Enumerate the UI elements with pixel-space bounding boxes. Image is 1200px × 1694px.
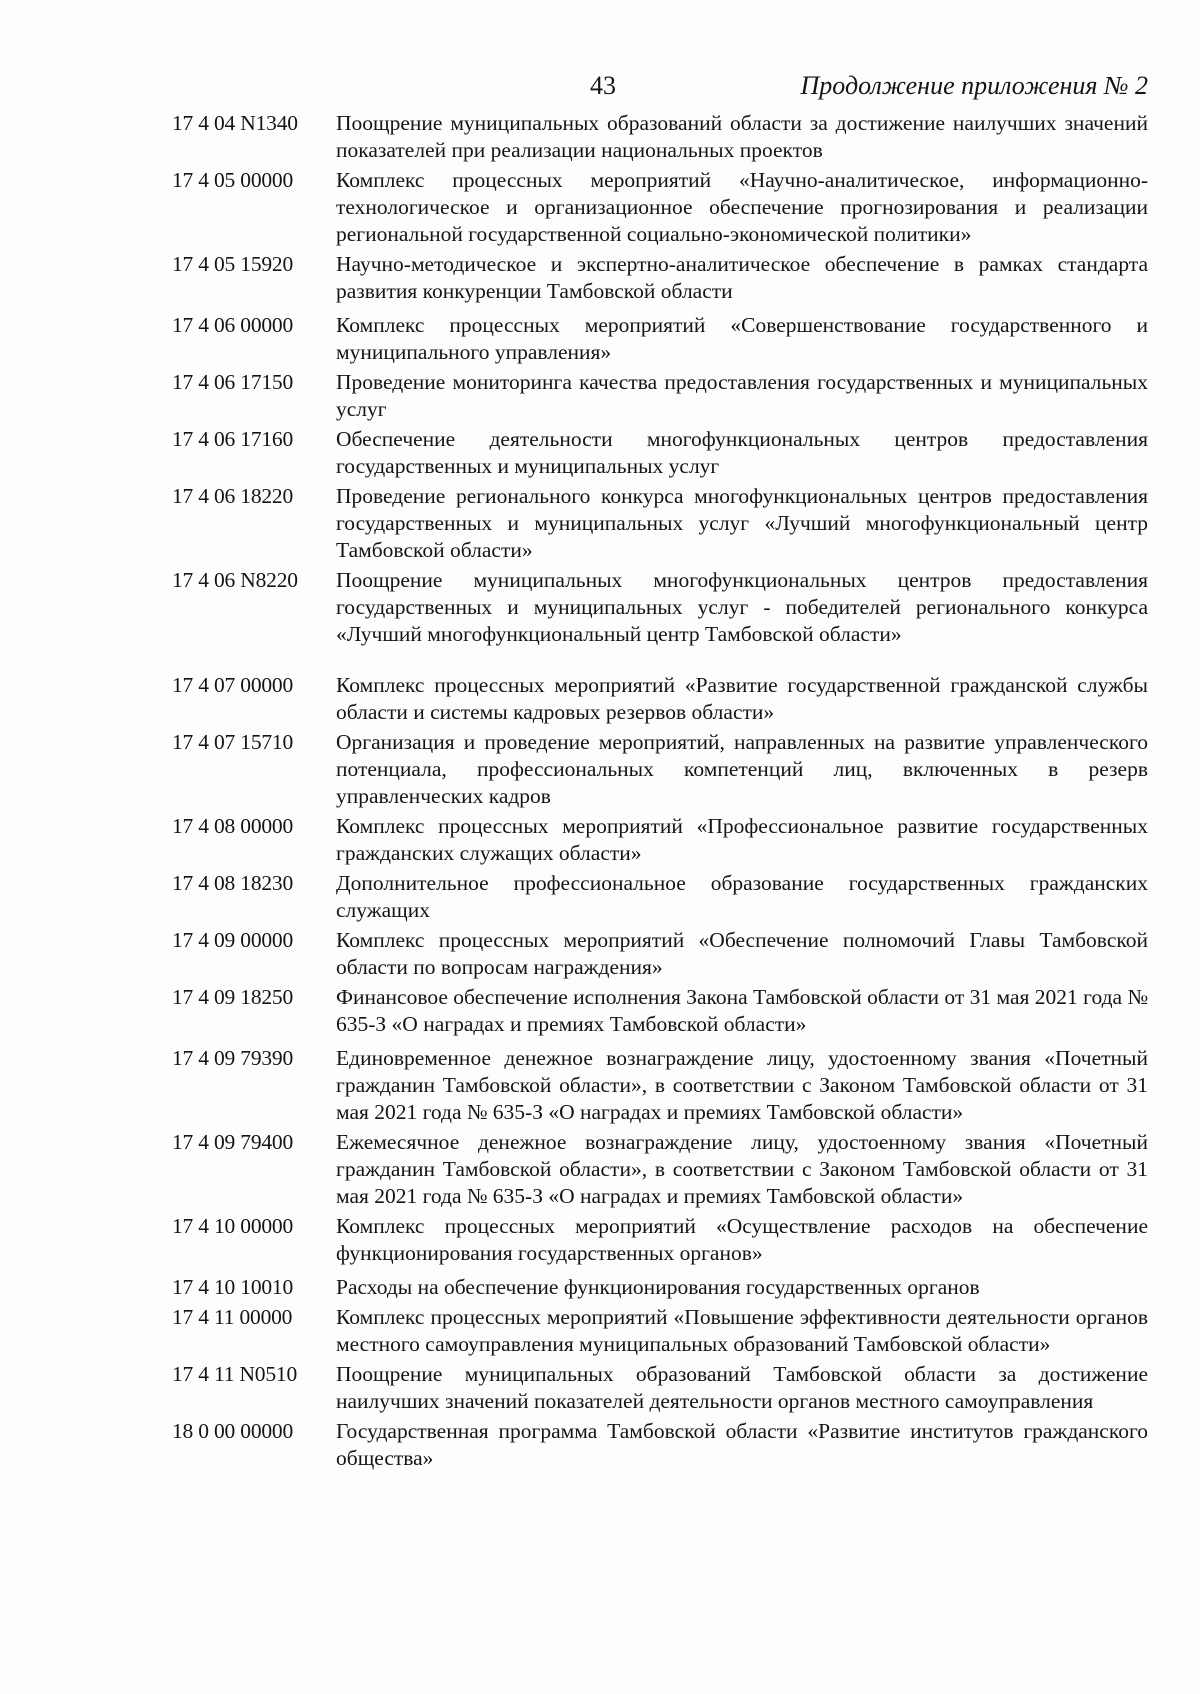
item-description: Проведение мониторинга качества предоставления государственных и муниципальных услуг: [336, 370, 1148, 421]
list-item: [172, 984, 1148, 1038]
list-item: [172, 1361, 1148, 1415]
list-item: [172, 312, 1148, 366]
item-description: Научно-методическое и экспертно-аналитическое обеспечение в рамках стандарта развития конкуренции Тамбовской области: [336, 252, 1148, 303]
item-description: Расходы на обеспечение функционирования государственных органов: [336, 1275, 980, 1299]
list-item: [172, 1129, 1148, 1210]
page-number: 43: [590, 71, 616, 100]
item-description: Поощрение муниципальных образований Тамбовской области за достижение наилучших значений показателей деятельности органов местного самоуправления: [336, 1362, 1148, 1413]
page-header: [0, 68, 1200, 108]
classification-code: 17 4 06 17160: [172, 427, 294, 451]
classification-code: 17 4 08 18230: [172, 871, 294, 895]
classification-code: 17 4 07 00000: [172, 673, 294, 697]
classification-code: 17 4 11 N0510: [172, 1362, 298, 1386]
item-description: Комплекс процессных мероприятий «Осуществление расходов на обеспечение функционирования государственных органов»: [336, 1214, 1148, 1265]
classification-code: 17 4 10 00000: [172, 1214, 294, 1238]
list-item: [172, 813, 1148, 867]
item-description: Комплекс процессных мероприятий «Профессиональное развитие государственных гражданских служащих области»: [336, 814, 1148, 865]
list-item: [172, 927, 1148, 981]
item-description: Дополнительное профессиональное образование государственных гражданских служащих: [336, 871, 1148, 922]
item-description: Поощрение муниципальных образований области за достижение наилучших значений показателей при реализации национальных проектов: [336, 111, 1148, 162]
item-description: Комплекс процессных мероприятий «Развитие государственной гражданской службы области и системы кадровых резервов области»: [336, 673, 1148, 724]
classification-code: 17 4 11 00000: [172, 1305, 293, 1329]
classification-code: 17 4 07 15710: [172, 730, 294, 754]
classification-code: 17 4 05 00000: [172, 168, 294, 192]
list-item: [172, 1304, 1148, 1358]
list-item: [172, 1418, 1148, 1472]
item-description: Финансовое обеспечение исполнения Закона Тамбовской области от 31 мая 2021 года № 635-З «О наградах и премиях Тамбовской области»: [336, 985, 1148, 1036]
list-item: [172, 870, 1148, 924]
item-description: Ежемесячное денежное вознаграждение лицу, удостоенному звания «Почетный гражданин Тамбовской области», в соответствии с Законом Тамбовской области от 31 мая 2021 года № 635-З «О наградах и премиях Тамбовской области»: [336, 1130, 1148, 1208]
classification-code: 17 4 06 17150: [172, 370, 294, 394]
list-item: [172, 1213, 1148, 1267]
item-description: Комплекс процессных мероприятий «Обеспечение полномочий Главы Тамбовской области по вопросам награждения»: [336, 928, 1148, 979]
classification-code: 17 4 09 18250: [172, 985, 294, 1009]
classification-code: 17 4 06 N8220: [172, 568, 298, 592]
list-item: [172, 110, 1148, 164]
classification-code: 17 4 09 79390: [172, 1046, 294, 1070]
classification-code: 18 0 00 00000: [172, 1419, 294, 1443]
list-item: [172, 369, 1148, 423]
item-description: Государственная программа Тамбовской области «Развитие институтов гражданского общества»: [336, 1419, 1148, 1470]
item-description: Комплекс процессных мероприятий «Научно-аналитическое, информационно-технологическое и организационное обеспечение прогнозирования и реализации региональной государственной социально-экономической политики»: [336, 168, 1148, 246]
classification-code: 17 4 06 00000: [172, 313, 294, 337]
list-item: [172, 483, 1148, 564]
item-description: Единовременное денежное вознаграждение лицу, удостоенному звания «Почетный гражданин Тамбовской области», в соответствии с Законом Тамбовской области от 31 мая 2021 года № 635-З «О наградах и премиях Тамбовской области»: [336, 1046, 1148, 1124]
item-description: Обеспечение деятельности многофункциональных центров предоставления государственных и муниципальных услуг: [336, 427, 1148, 478]
list-item: [172, 1274, 1148, 1301]
budget-code-list: [172, 110, 1148, 1472]
list-item: [172, 729, 1148, 810]
item-description: Поощрение муниципальных многофункциональных центров предоставления государственных и муниципальных услуг - победителей регионального конкурса «Лучший многофункциональный центр Тамбовской области»: [336, 568, 1148, 646]
classification-code: 17 4 05 15920: [172, 252, 294, 276]
classification-code: 17 4 10 10010: [172, 1275, 294, 1299]
item-description: Организация и проведение мероприятий, направленных на развитие управленческого потенциала, профессиональных компетенций лиц, включенных в резерв управленческих кадров: [336, 730, 1148, 808]
list-item: [172, 426, 1148, 480]
item-description: Проведение регионального конкурса многофункциональных центров предоставления государственных и муниципальных услуг «Лучший многофункциональный центр Тамбовской области»: [336, 484, 1148, 562]
list-item: [172, 251, 1148, 305]
item-description: Комплекс процессных мероприятий «Повышение эффективности деятельности органов местного самоуправления муниципальных образований Тамбовской области»: [336, 1305, 1148, 1356]
classification-code: 17 4 09 79400: [172, 1130, 294, 1154]
item-description: Комплекс процессных мероприятий «Совершенствование государственного и муниципального управления»: [336, 313, 1148, 364]
list-item: [172, 1045, 1148, 1126]
appendix-title: Продолжение приложения № 2: [800, 71, 1148, 100]
classification-code: 17 4 04 N1340: [172, 111, 298, 135]
list-item: [172, 167, 1148, 248]
list-item: [172, 672, 1148, 726]
classification-code: 17 4 06 18220: [172, 484, 294, 508]
classification-code: 17 4 08 00000: [172, 814, 294, 838]
list-item: [172, 567, 1148, 648]
classification-code: 17 4 09 00000: [172, 928, 294, 952]
